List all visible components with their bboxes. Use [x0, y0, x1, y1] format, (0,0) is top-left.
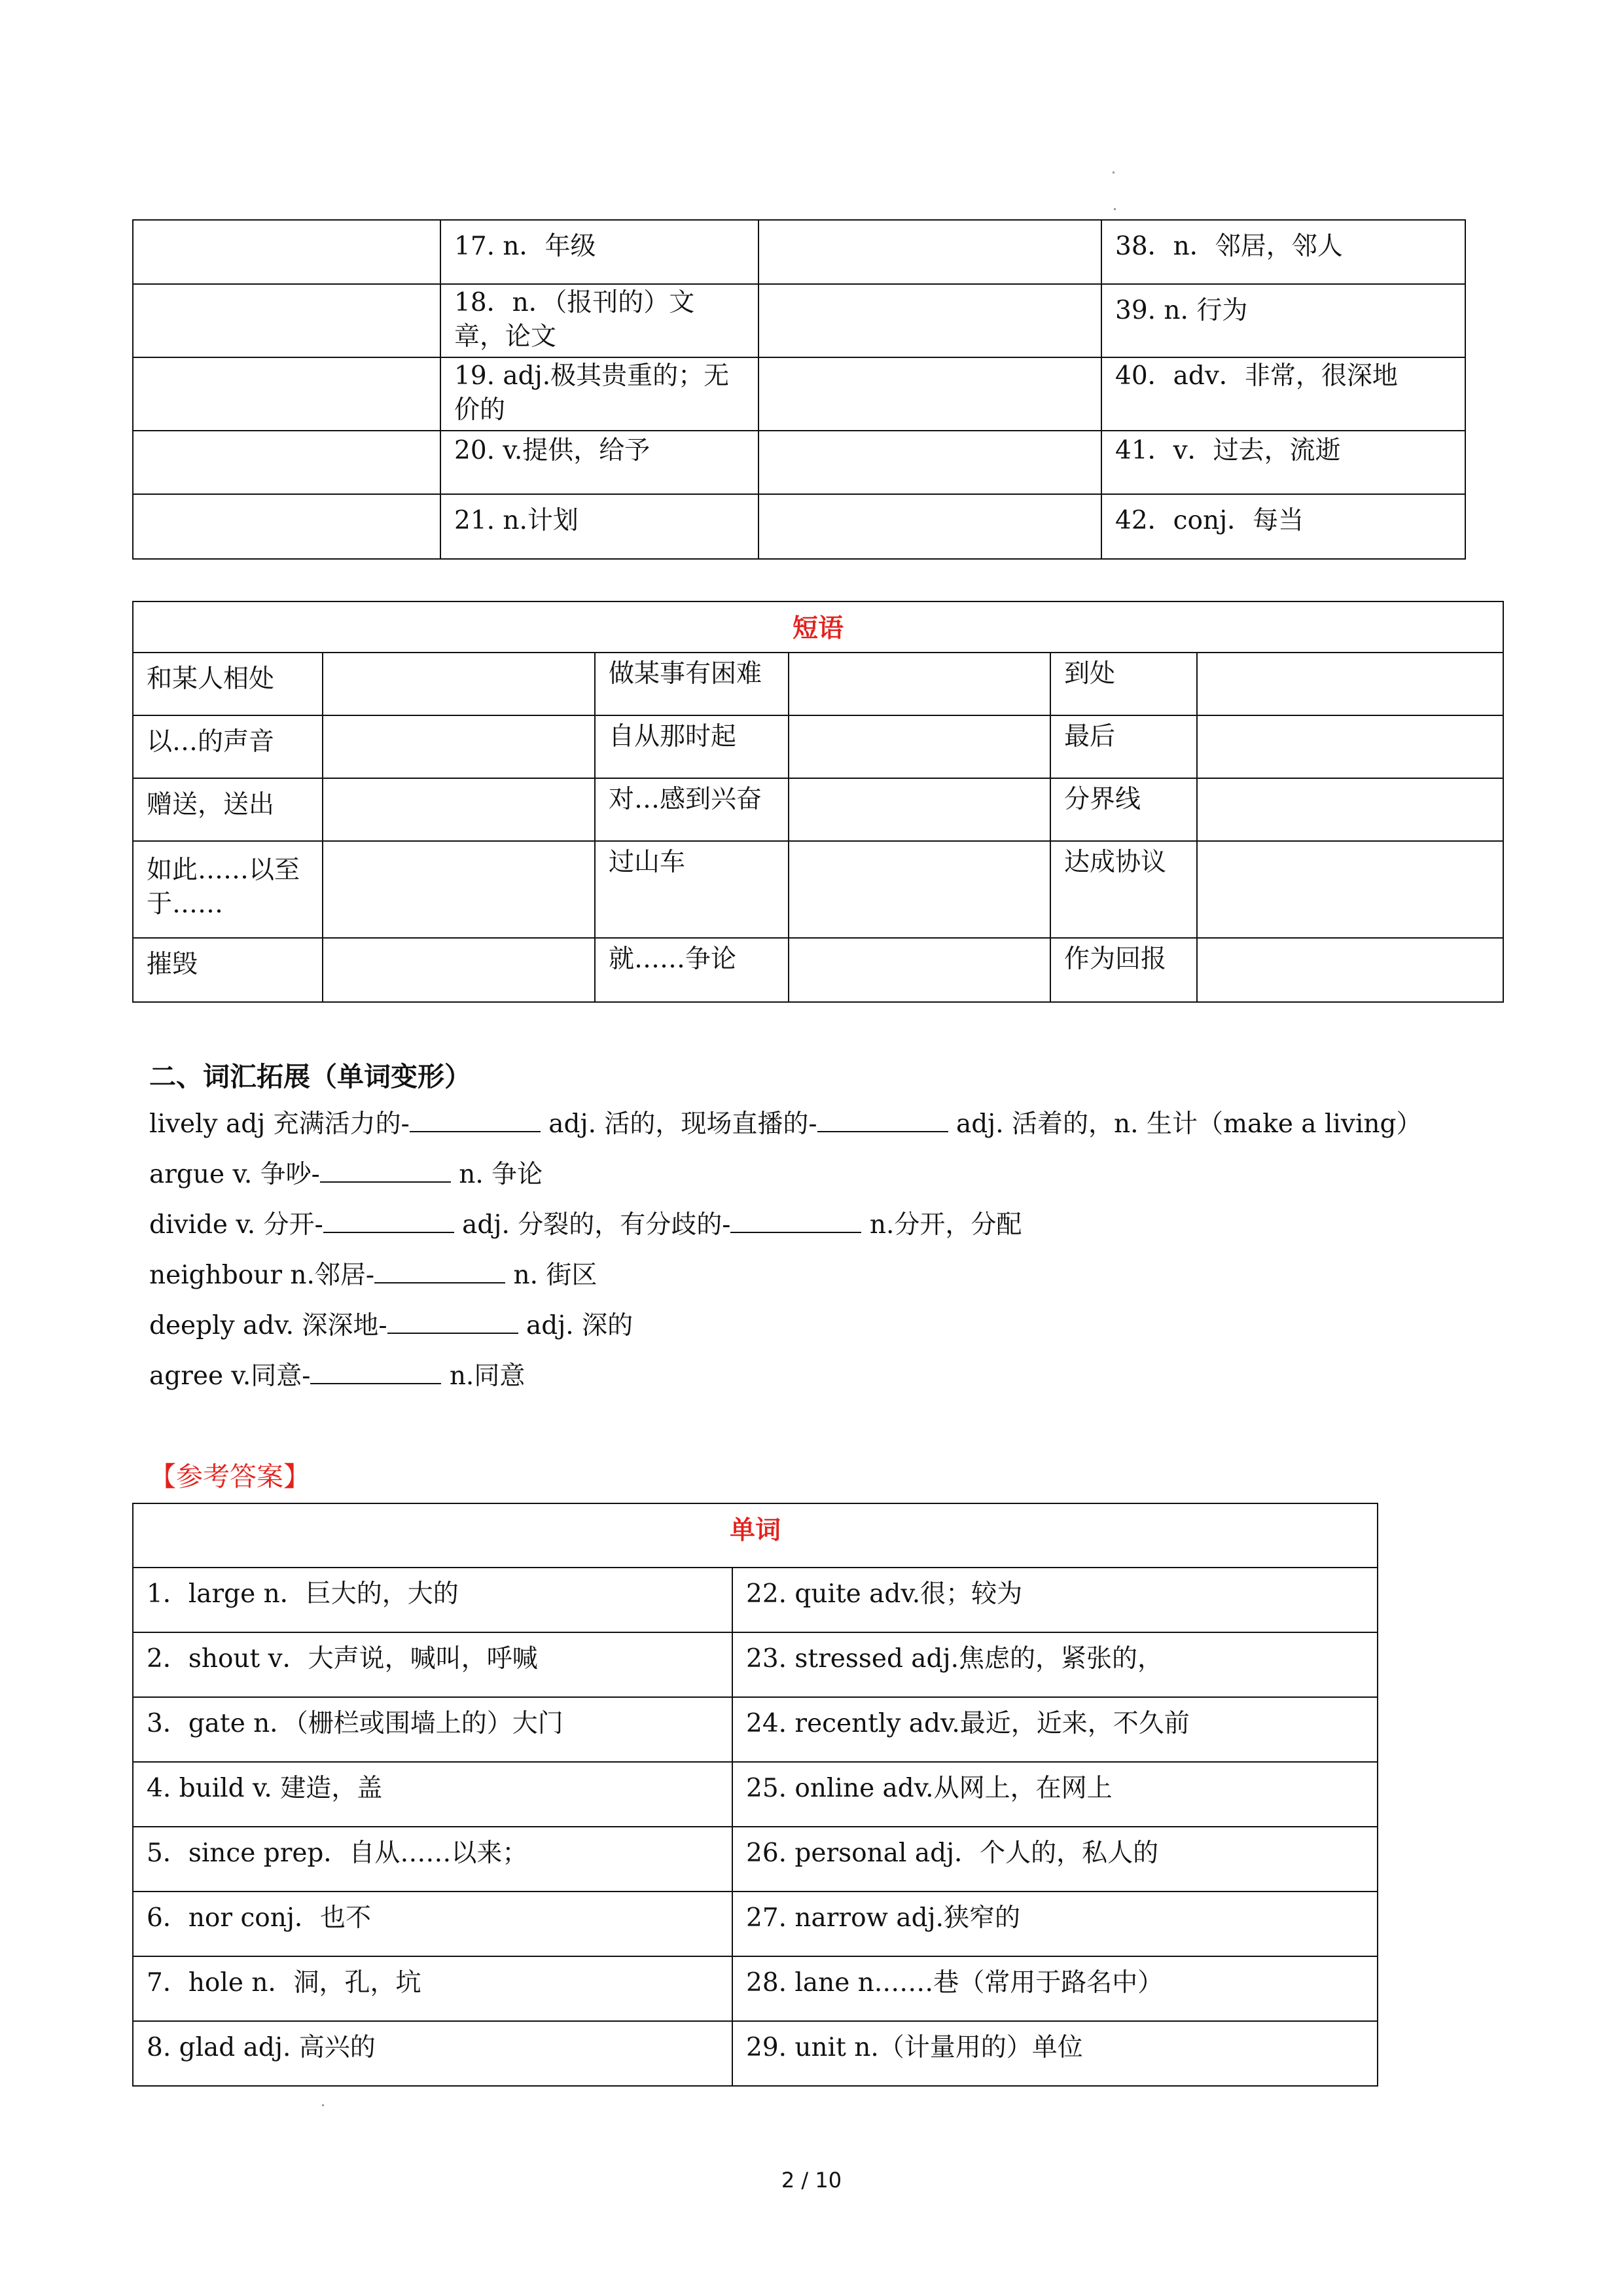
phrase-cue: 摧毁 [133, 938, 323, 1002]
phrase-table [132, 601, 1504, 1003]
word-form-line [149, 1157, 543, 1192]
answer-blank[interactable] [817, 1106, 948, 1132]
word-form-cue: adj. 分裂的，有分歧的- [462, 1210, 731, 1240]
answer-blank[interactable] [310, 1358, 441, 1384]
table-row [133, 220, 1465, 284]
vocab-blank[interactable] [133, 494, 440, 559]
phrase-blank[interactable] [789, 653, 1050, 715]
word-form-cue: adj. 活的，现场直播的- [548, 1109, 817, 1139]
table-row [133, 938, 1503, 1002]
table-row [133, 431, 1465, 494]
answer-cell: 26. personal adj．个人的，私人的 [732, 1827, 1378, 1892]
table-row [133, 1568, 1378, 1632]
answer-cell: 6．nor conj．也不 [133, 1892, 732, 1956]
answers-table-header: 单词 [133, 1503, 1378, 1568]
phrase-cue: 赠送，送出 [133, 778, 323, 841]
section-title: 二、词汇拓展（单词变形） [149, 1061, 471, 1092]
phrase-blank[interactable] [789, 715, 1050, 778]
vocab-blank[interactable] [758, 284, 1101, 357]
vocab-cue: 42．conj．每当 [1101, 494, 1465, 559]
word-form-cue: adj. 深的 [526, 1311, 633, 1340]
word-form-cue: neighbour n.邻居- [149, 1261, 375, 1290]
phrase-blank[interactable] [1197, 938, 1503, 1002]
table-row [133, 1956, 1378, 2021]
vocab-blank[interactable] [758, 494, 1101, 559]
table-row [133, 841, 1503, 938]
phrase-cue: 就……争论 [595, 938, 789, 1002]
answer-cell: 29. unit n.（计量用的）单位 [732, 2021, 1378, 2086]
word-form-cue: lively adj 充满活力的- [149, 1109, 410, 1139]
answer-cell: 28. lane n.……巷（常用于路名中） [732, 1956, 1378, 2021]
vocab-cue: 18．n．（报刊的）文章，论文 [440, 284, 758, 357]
answer-blank[interactable] [410, 1106, 541, 1132]
answer-blank[interactable] [323, 1207, 454, 1233]
phrase-cue: 自从那时起 [595, 715, 789, 778]
vocab-blank[interactable] [758, 431, 1101, 494]
phrase-cue: 做某事有困难 [595, 653, 789, 715]
table-row [133, 778, 1503, 841]
table-row [133, 1762, 1378, 1827]
vocab-blank[interactable] [758, 220, 1101, 284]
phrase-blank[interactable] [323, 715, 595, 778]
phrase-blank[interactable] [789, 841, 1050, 938]
word-form-cue: n. 争论 [459, 1160, 543, 1189]
phrase-cue: 作为回报 [1050, 938, 1197, 1002]
word-form-cue: n.分开，分配 [869, 1210, 1022, 1240]
vocab-cue: 40．adv．非常，很深地 [1101, 357, 1465, 431]
phrase-cue: 以…的声音 [133, 715, 323, 778]
speck [1113, 171, 1115, 173]
word-form-cue: argue v. 争吵- [149, 1160, 320, 1189]
phrase-blank[interactable] [323, 938, 595, 1002]
answer-blank[interactable] [374, 1257, 505, 1283]
vocab-blank[interactable] [133, 284, 440, 357]
vocab-cue: 21. n.计划 [440, 494, 758, 559]
word-form-line [149, 1358, 525, 1393]
phrase-cue: 达成协议 [1050, 841, 1197, 938]
answer-cell: 27. narrow adj.狭窄的 [732, 1892, 1378, 1956]
word-form-cue: n. 街区 [513, 1261, 597, 1290]
phrase-cue: 如此……以至于…… [133, 841, 323, 938]
table-row [133, 494, 1465, 559]
vocab-blank[interactable] [758, 357, 1101, 431]
word-form-cue: n.同意 [449, 1361, 526, 1391]
table-row [133, 715, 1503, 778]
phrase-blank[interactable] [789, 938, 1050, 1002]
answer-cell: 7．hole n．洞，孔，坑 [133, 1956, 732, 2021]
phrase-blank[interactable] [323, 841, 595, 938]
word-form-cue: divide v. 分开- [149, 1210, 323, 1240]
answer-cell: 25. online adv.从网上，在网上 [732, 1762, 1378, 1827]
phrase-blank[interactable] [323, 653, 595, 715]
word-form-line [149, 1257, 597, 1293]
phrase-table-header: 短语 [133, 601, 1503, 653]
answer-cell: 1．large n．巨大的，大的 [133, 1568, 732, 1632]
phrase-cue: 分界线 [1050, 778, 1197, 841]
phrase-blank[interactable] [1197, 715, 1503, 778]
answer-cell: 5．since prep．自从……以来； [133, 1827, 732, 1892]
answer-blank[interactable] [320, 1157, 451, 1183]
phrase-blank[interactable] [1197, 778, 1503, 841]
table-row [133, 284, 1465, 357]
word-form-cue: deeply adv. 深深地- [149, 1311, 387, 1340]
table-row [133, 2021, 1378, 2086]
vocab-cue: 41．v．过去，流逝 [1101, 431, 1465, 494]
vocab-cue: 19. adj.极其贵重的；无价的 [440, 357, 758, 431]
answer-cell: 22. quite adv.很；较为 [732, 1568, 1378, 1632]
table-row [133, 1827, 1378, 1892]
answer-cell: 8. glad adj. 高兴的 [133, 2021, 732, 2086]
answer-blank[interactable] [387, 1308, 518, 1334]
table-row [133, 1697, 1378, 1762]
vocab-cue: 20. v.提供，给予 [440, 431, 758, 494]
answers-title: 【参考答案】 [149, 1461, 310, 1492]
vocab-blank[interactable] [133, 431, 440, 494]
phrase-blank[interactable] [323, 778, 595, 841]
phrase-cue: 到处 [1050, 653, 1197, 715]
answer-cell: 4. build v. 建造，盖 [133, 1762, 732, 1827]
phrase-cue: 和某人相处 [133, 653, 323, 715]
table-header-row [133, 601, 1503, 653]
table-row [133, 653, 1503, 715]
answer-cell: 23. stressed adj.焦虑的，紧张的， [732, 1632, 1378, 1697]
page-number: 2 / 10 [781, 2168, 842, 2193]
vocab-blank[interactable] [133, 357, 440, 431]
answers-table [132, 1503, 1378, 2087]
answer-cell: 2．shout v．大声说，喊叫，呼喊 [133, 1632, 732, 1697]
vocab-cue: 38．n．邻居，邻人 [1101, 220, 1465, 284]
vocab-cue: 17. n．年级 [440, 220, 758, 284]
answer-cell: 3．gate n．（栅栏或围墙上的）大门 [133, 1697, 732, 1762]
word-form-line [149, 1308, 633, 1343]
vocab-cue: 39. n. 行为 [1101, 284, 1465, 357]
phrase-cue: 过山车 [595, 841, 789, 938]
vocab-table [132, 219, 1466, 560]
table-header-row [133, 1503, 1378, 1568]
speck [1114, 208, 1116, 210]
answer-cell: 24. recently adv.最近，近来，不久前 [732, 1697, 1378, 1762]
word-form-line [149, 1106, 1422, 1141]
word-form-cue: agree v.同意- [149, 1361, 311, 1391]
word-form-line [149, 1207, 1022, 1242]
table-row [133, 357, 1465, 431]
table-row [133, 1632, 1378, 1697]
phrase-cue: 最后 [1050, 715, 1197, 778]
speck [322, 2104, 324, 2106]
answer-blank[interactable] [730, 1207, 861, 1233]
phrase-blank[interactable] [1197, 841, 1503, 938]
word-form-cue: adj. 活着的，n. 生计（make a living） [955, 1109, 1422, 1139]
vocab-blank[interactable] [133, 220, 440, 284]
table-row [133, 1892, 1378, 1956]
phrase-cue: 对…感到兴奋 [595, 778, 789, 841]
phrase-blank[interactable] [1197, 653, 1503, 715]
phrase-blank[interactable] [789, 778, 1050, 841]
